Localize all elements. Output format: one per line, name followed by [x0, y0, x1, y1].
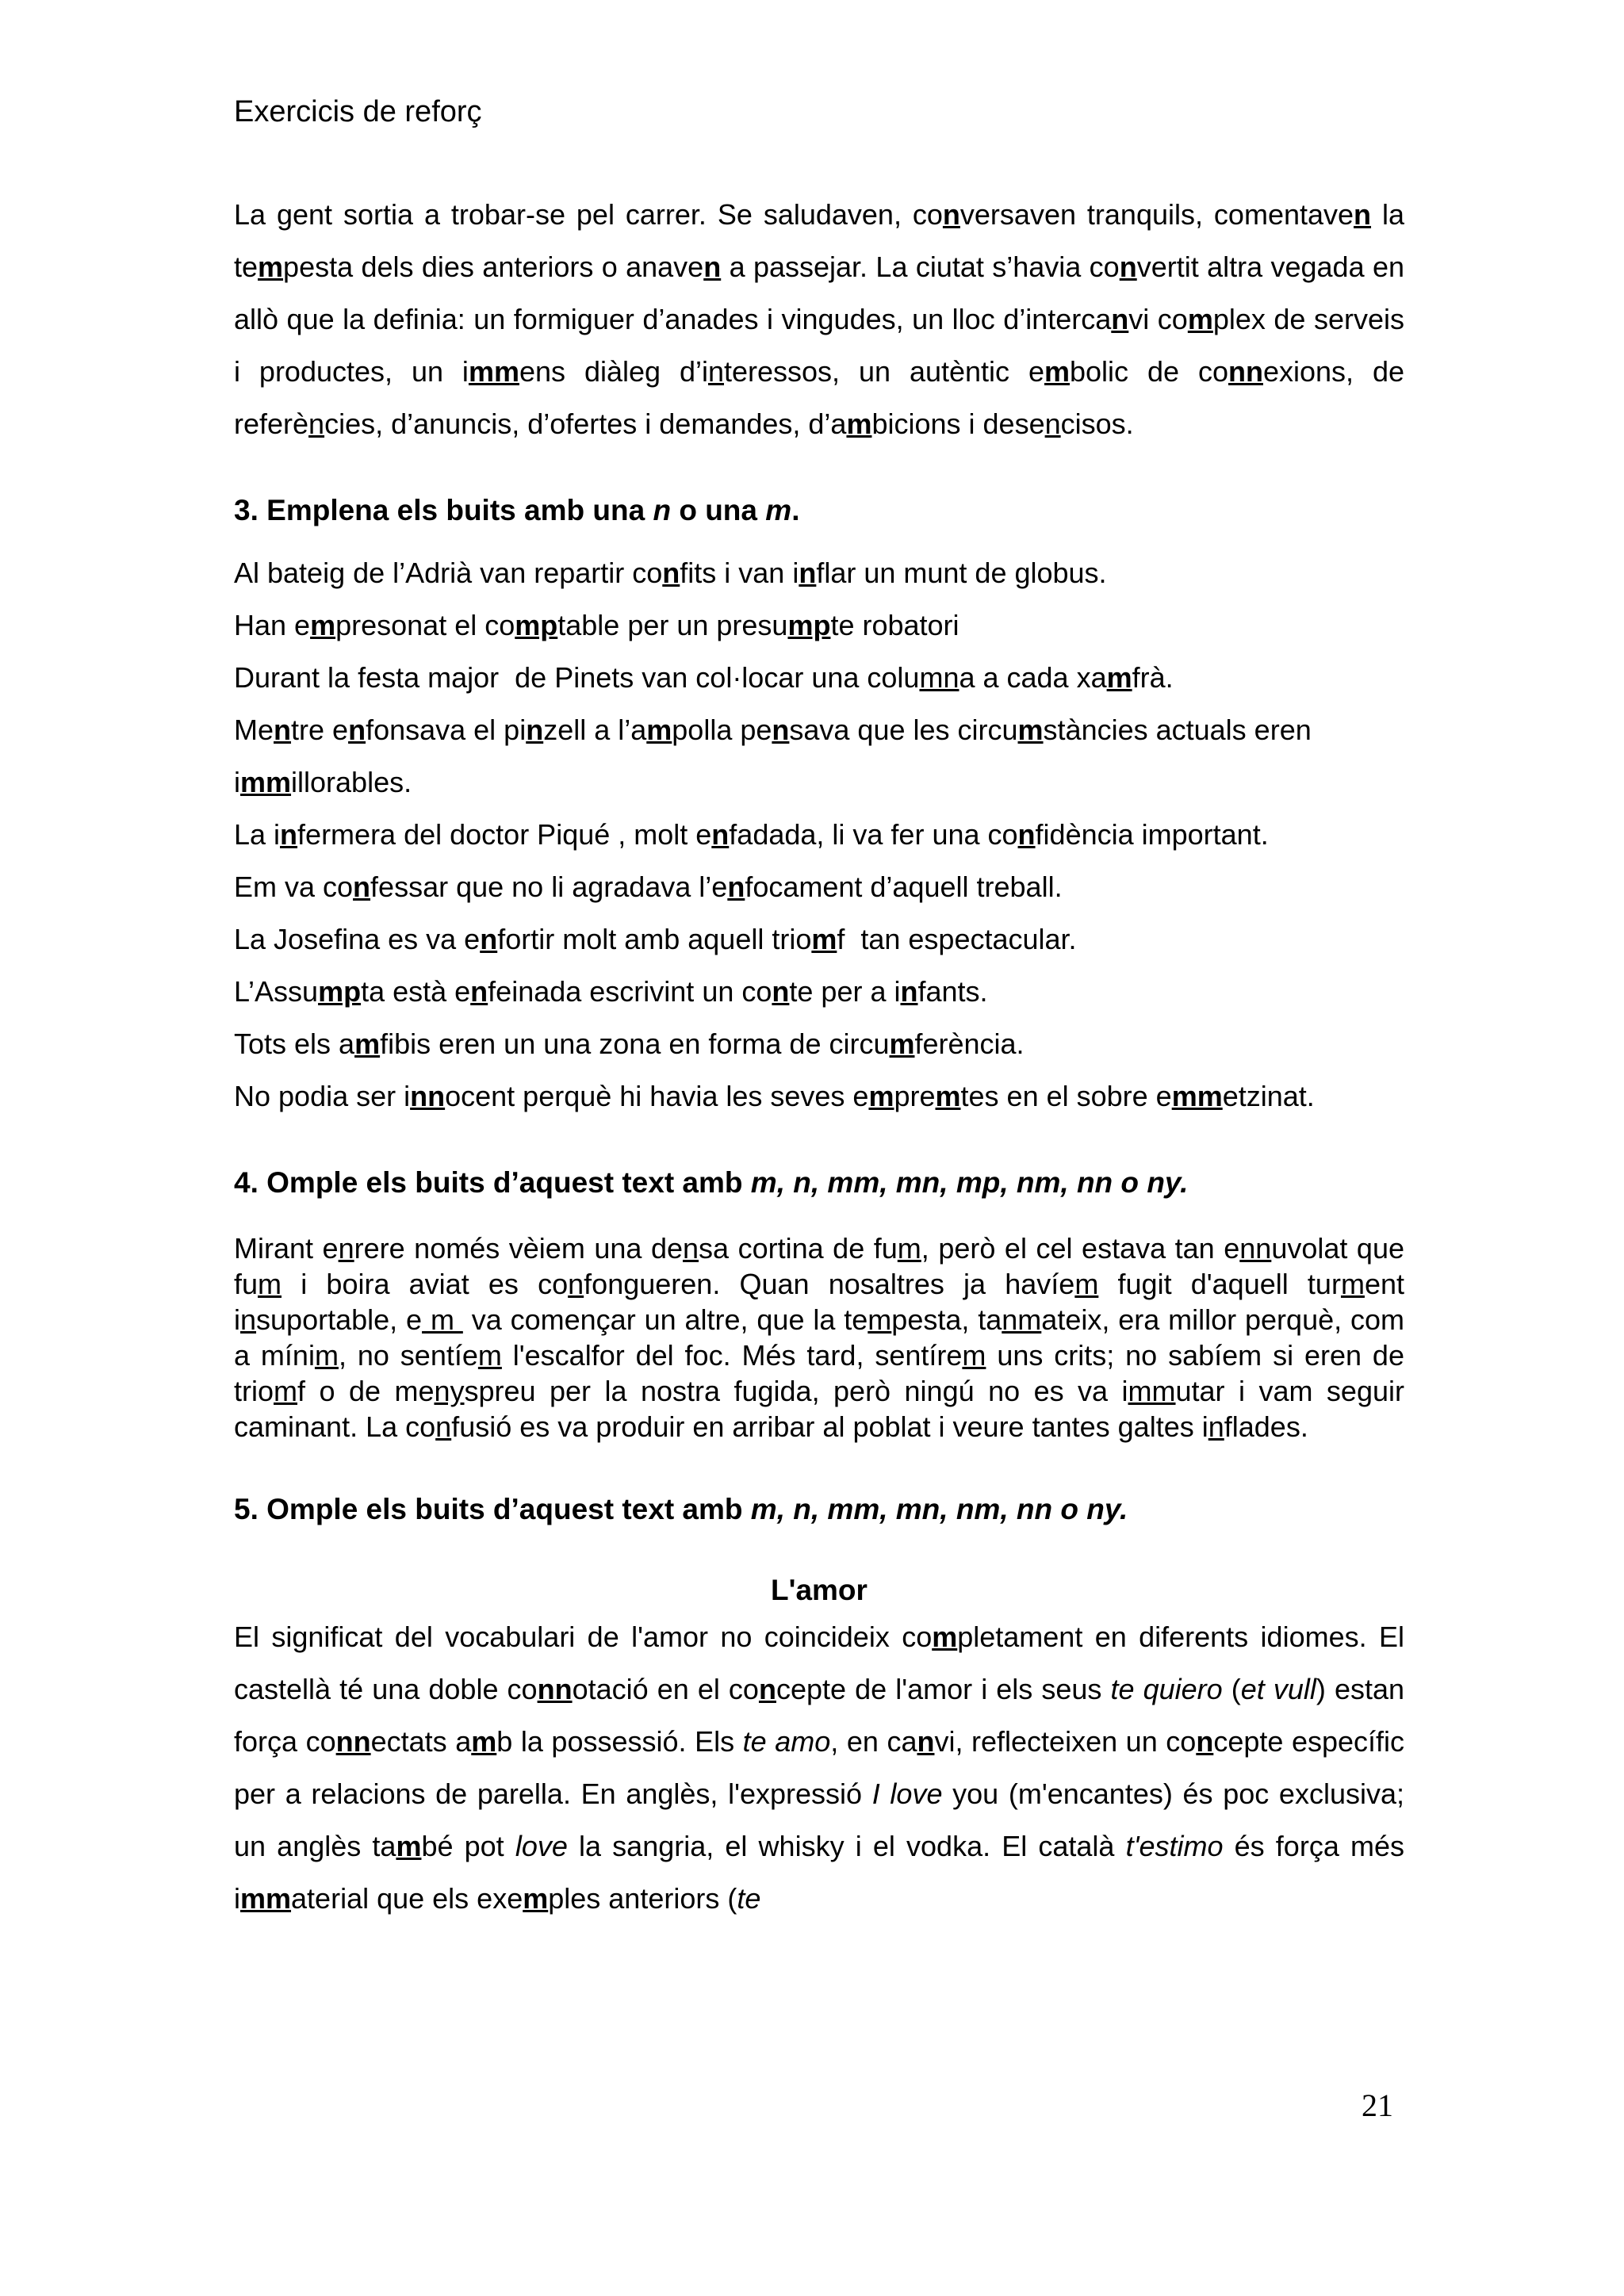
text-run: bé pot [421, 1830, 515, 1862]
text-run: , no sentíe [338, 1339, 478, 1372]
text-run: ent i [234, 1268, 1413, 1336]
text-run: cepte específic per a relacions de parella. En anglès, l'expressió [234, 1725, 1413, 1810]
filled-gap: m [471, 1725, 497, 1758]
text-run: spreu per la nostra fugida, però ningú no es va i [464, 1375, 1128, 1407]
filled-gap: m [846, 408, 872, 440]
italic-run: m, n, mm, mn, mp, nm, nn o ny. [750, 1166, 1189, 1199]
filled-gap: m [935, 1080, 961, 1112]
filled-gap: n [683, 1232, 699, 1265]
italic-run: m [765, 494, 792, 526]
text-run: va començar un altre, que la te [462, 1303, 868, 1336]
text-run: te per a i [789, 975, 901, 1008]
text-run: Han e [234, 609, 311, 641]
filled-gap: m [523, 1882, 549, 1915]
page-header: Exercicis de reforç [234, 95, 482, 128]
italic-run: n [653, 494, 672, 526]
text-run: pesta, ta [891, 1303, 1002, 1336]
text-run: te robatori [830, 609, 959, 641]
text-run: Em va co [234, 871, 354, 903]
text-run: , en ca [830, 1725, 917, 1758]
text-run: suportable, e [256, 1303, 423, 1336]
text-run: fongueren [584, 1268, 713, 1300]
filled-gap: n [900, 975, 918, 1008]
text-run: ocent perquè hi havia les seves e [445, 1080, 869, 1112]
text-run: la te [234, 198, 1413, 283]
text-run: fortir molt amb aquell trio [497, 923, 812, 955]
section-5-title [234, 1489, 1404, 1530]
exercise-sentence [234, 1070, 1404, 1123]
filled-gap: n [338, 1232, 354, 1265]
filled-gap: m [354, 1027, 381, 1060]
filled-gap: n [727, 871, 745, 903]
exercise-sentence [234, 861, 1404, 913]
filled-gap: n [1044, 408, 1061, 440]
text-run: utar i vam seguir caminant. La co [234, 1375, 1412, 1443]
text-run: ferència. [914, 1027, 1025, 1060]
text-run: bolic de co [1070, 355, 1228, 388]
section-3-sentences [234, 547, 1404, 1123]
text-run: fidència important. [1035, 818, 1269, 851]
text-run: pesta dels dies anteriors o anave [283, 251, 704, 283]
text-run: , però el cel estava tan e [921, 1232, 1240, 1265]
text-run: . [791, 494, 800, 526]
filled-gap: n [1119, 251, 1137, 283]
text-run: Me [234, 714, 274, 746]
filled-gap: m [274, 1375, 298, 1407]
text-run: fits i van i [680, 557, 799, 589]
filled-gap: n [348, 714, 366, 746]
filled-gap: nm [1002, 1303, 1042, 1336]
text-run: i boira aviat es co [282, 1268, 569, 1300]
filled-gap: n [1354, 198, 1372, 231]
filled-gap: mm [468, 355, 519, 388]
filled-gap: n [711, 818, 730, 851]
section-5-subtitle: L'amor [771, 1574, 868, 1606]
italic-run: m, n, mm, mn, nm, nn o ny. [750, 1493, 1128, 1525]
filled-gap: m [1340, 1268, 1365, 1300]
filled-gap: nn [537, 1673, 573, 1705]
filled-gap: n [917, 1725, 935, 1758]
section-3-title [234, 490, 1404, 531]
text-run: aterial que els exe [291, 1882, 523, 1915]
text-run: etzinat. [1222, 1080, 1315, 1112]
exercise-sentence [234, 966, 1404, 1018]
filled-gap: n [758, 1673, 776, 1705]
text-run: fermera del doctor Piqué , molt e [297, 818, 712, 851]
text-run: versaven tranquils, comentave [959, 198, 1354, 231]
filled-gap: m [932, 1621, 958, 1653]
text-run: bicions i dese [871, 408, 1045, 440]
filled-gap: nn [1239, 1232, 1272, 1265]
text-run: fugit d'aquell tur [1098, 1268, 1341, 1300]
filled-gap: m [1187, 303, 1213, 335]
text-run: flades. [1224, 1410, 1308, 1443]
exercise-sentence [234, 652, 1404, 704]
text-run: fonsava el pi [366, 714, 527, 746]
text-run: . Quan nosaltres ja havíe [712, 1268, 1075, 1300]
text-run: stàncies actuals eren i [234, 714, 1320, 798]
filled-gap: n [480, 923, 498, 955]
text-run: fadada, li va fer una co [729, 818, 1018, 851]
filled-gap: n [280, 818, 298, 851]
filled-gap: m [1106, 661, 1132, 694]
text-run: exions, de referè [234, 355, 1413, 440]
filled-gap: n [1017, 818, 1036, 851]
filled-gap: m [897, 1232, 921, 1265]
text-run: vi co [1128, 303, 1188, 335]
filled-gap: n [707, 355, 724, 388]
exercise-sentence [234, 913, 1404, 966]
text-run: uvolat que fu [234, 1232, 1413, 1300]
text-run: ples anteriors ( [548, 1882, 737, 1915]
text-run: ( [1222, 1673, 1241, 1705]
filled-gap: m [1017, 714, 1044, 746]
text-run: fibis eren un una zona en forma de circu [380, 1027, 890, 1060]
filled-gap: n [1111, 303, 1129, 335]
text-run: b la possessió. Els [496, 1725, 743, 1758]
filled-gap: mm [240, 1882, 292, 1915]
text-run: Mirant e [234, 1232, 339, 1265]
filled-gap: m [962, 1339, 986, 1372]
exercise-sentence [234, 599, 1404, 652]
text-run: vi, reflecteixen un co [934, 1725, 1197, 1758]
text-run: pletament en diferents idiomes. El castellà té una doble co [234, 1621, 1412, 1705]
text-run: frà. [1132, 661, 1174, 694]
filled-gap: mm [1171, 1080, 1223, 1112]
text-run: sava que les circu [789, 714, 1018, 746]
filled-gap: m [396, 1830, 422, 1862]
exercise-sentence [234, 704, 1404, 809]
text-run: f o de me [297, 1375, 435, 1407]
filled-gap: m [258, 1268, 282, 1300]
filled-gap: n [435, 1410, 452, 1443]
italic-run: te quiero [1110, 1673, 1223, 1705]
filled-gap: n [308, 408, 325, 440]
text-run: ateix, era millor perquè, com a míni [234, 1303, 1413, 1372]
text-run: 4. Omple els buits d’aquest text amb [234, 1166, 751, 1199]
text-run: 3. Emplena els buits amb una [234, 494, 653, 526]
intro-paragraph [234, 189, 1413, 450]
text-run: f tan espectacular. [837, 923, 1077, 955]
filled-gap: ny [434, 1375, 465, 1407]
text-run: zell a l’a [543, 714, 647, 746]
filled-gap: m [1044, 355, 1071, 388]
text-run: plex de serveis i productes, un i [234, 303, 1412, 388]
filled-gap: n [568, 1268, 584, 1300]
filled-gap: m [1074, 1268, 1099, 1300]
section-4-text [234, 1230, 1413, 1445]
italic-run: love [515, 1830, 568, 1862]
text-run: feinada escrivint un co [488, 975, 772, 1008]
filled-gap: n [1208, 1410, 1224, 1443]
filled-gap: n [703, 251, 722, 283]
text-run: fessar que no li agradava l’e [370, 871, 728, 903]
text-run: polla pe [672, 714, 772, 746]
text-run: cies, d’anuncis, d’ofertes i demandes, d’a [324, 408, 847, 440]
text-run: ) estan força co [234, 1673, 1413, 1758]
filled-gap: nn [410, 1080, 446, 1112]
filled-gap: m [314, 1339, 339, 1372]
section-4-title [234, 1162, 1404, 1203]
filled-gap: nn [1228, 355, 1263, 388]
text-run: ta està e [361, 975, 471, 1008]
text-run: o una [671, 494, 766, 526]
filled-gap: nn [335, 1725, 371, 1758]
filled-gap: n [772, 975, 790, 1008]
filled-gap: m [868, 1303, 892, 1336]
text-run: sa cortina de fu [699, 1232, 898, 1265]
text-run: a passejar. La ciutat s’havia co [721, 251, 1120, 283]
text-run: Durant la festa major de Pinets van col·locar una colu [234, 661, 920, 694]
exercise-sentence [234, 547, 1404, 599]
text-run: flar un munt de globus. [816, 557, 1107, 589]
section-5-text [234, 1611, 1413, 1925]
text-run: La i [234, 818, 281, 851]
filled-gap: n [942, 198, 960, 231]
text-run: ens diàleg d’i [519, 355, 708, 388]
text-run: otació en el co [572, 1673, 759, 1705]
text-run: teressos, un autèntic e [724, 355, 1044, 388]
text-run: you (m'encantes) és poc exclusiva; un anglès ta [234, 1777, 1413, 1862]
filled-gap: mm [1128, 1375, 1176, 1407]
exercise-sentence [234, 809, 1404, 861]
text-run: tre e [291, 714, 349, 746]
filled-gap: n [772, 714, 790, 746]
italic-run: et vull [1240, 1673, 1316, 1705]
filled-gap: m [258, 251, 284, 283]
filled-gap: m [868, 1080, 894, 1112]
filled-gap: n [353, 871, 371, 903]
text-run: illorables. [291, 766, 412, 798]
page-number: 21 [1362, 2087, 1393, 2123]
text-run: la sangria, el whisky i el vodka. El català [567, 1830, 1126, 1862]
text-run: a a cada xa [959, 661, 1107, 694]
text-run: La Josefina es va e [234, 923, 481, 955]
text-run: uns crits; no sabíem si eren de trio [234, 1339, 1412, 1407]
text-run: fants. [917, 975, 988, 1008]
text-run: presonat el co [335, 609, 515, 641]
filled-gap: n [240, 1303, 257, 1336]
filled-gap: n [662, 557, 680, 589]
filled-gap: m [310, 609, 336, 641]
text-run: table per un presu [557, 609, 788, 641]
italic-run: t'estimo [1125, 1830, 1224, 1862]
text-run: pre [894, 1080, 936, 1112]
text-run: vertit altra vegada en allò que la definia: un formiguer d’anades i vingudes, un lloc d’interca [234, 251, 1413, 335]
text-run: No podia ser i [234, 1080, 411, 1112]
italic-run: te [737, 1882, 761, 1915]
filled-gap: n [274, 714, 292, 746]
filled-gap: m [422, 1303, 463, 1336]
filled-gap: mn [919, 661, 959, 694]
filled-gap: mm [240, 766, 292, 798]
filled-gap: mp [787, 609, 831, 641]
italic-run: I love [871, 1777, 943, 1810]
text-run: cisos. [1060, 408, 1134, 440]
filled-gap: m [811, 923, 837, 955]
text-run: tes en el sobre e [960, 1080, 1172, 1112]
filled-gap: mp [318, 975, 362, 1008]
text-run: 5. Omple els buits d’aquest text amb [234, 1493, 751, 1525]
text-run: és força més i [234, 1830, 1413, 1915]
filled-gap: n [470, 975, 488, 1008]
text-run: l'escalfor del foc. Més tard, sentíre [501, 1339, 963, 1372]
exercise-sentence [234, 1018, 1404, 1070]
italic-run: te amo [742, 1725, 831, 1758]
filled-gap: m [477, 1339, 502, 1372]
text-run: Al bateig de l’Adrià van repartir co [234, 557, 663, 589]
filled-gap: m [889, 1027, 915, 1060]
text-run: El significat del vocabulari de l'amor no coincideix co [234, 1621, 933, 1653]
text-run: L’Assu [234, 975, 319, 1008]
text-run: fusió es va produir en arribar al poblat i veure tantes galtes i [451, 1410, 1208, 1443]
text-run: focament d’aquell treball. [745, 871, 1063, 903]
document-body [234, 189, 1413, 1925]
text-run: La gent sortia a trobar-se pel carrer. Se saludaven, co [234, 198, 943, 231]
text-run: Tots els a [234, 1027, 355, 1060]
filled-gap: m [646, 714, 672, 746]
filled-gap: n [1196, 1725, 1214, 1758]
filled-gap: n [799, 557, 817, 589]
filled-gap: mp [515, 609, 558, 641]
text-run: rere només vèiem una de [354, 1232, 683, 1265]
text-run: ectats a [370, 1725, 472, 1758]
filled-gap: n [526, 714, 544, 746]
text-run: cepte de l'amor i els seus [776, 1673, 1111, 1705]
